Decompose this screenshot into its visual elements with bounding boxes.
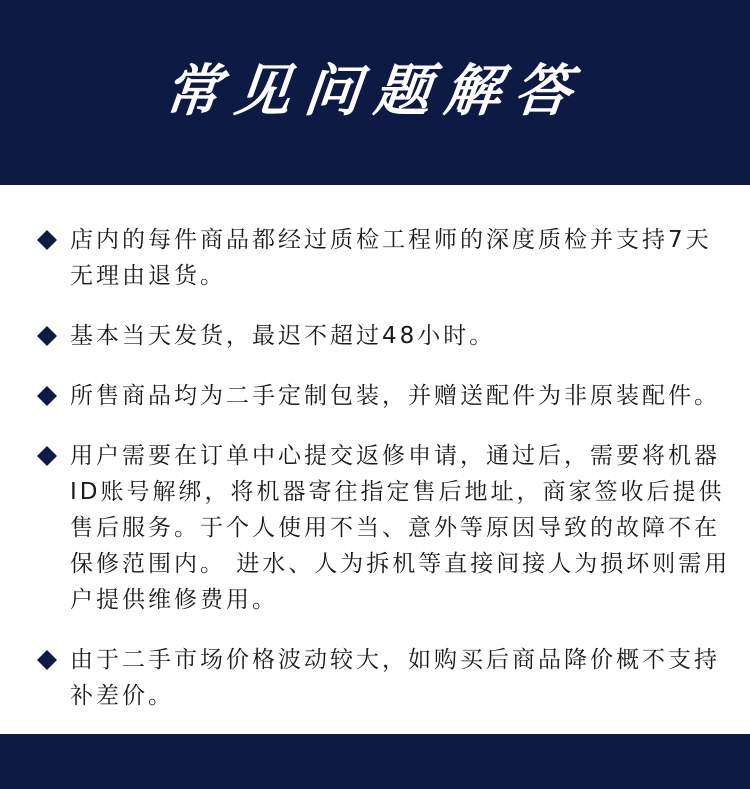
diamond-bullet-icon (36, 222, 70, 258)
header-banner (0, 0, 750, 185)
faq-item (36, 318, 736, 354)
diamond-bullet-icon (36, 318, 70, 354)
faq-item-text: 用户需要在订单中心提交返修申请，通过后，需要将机器ID账号解绑，将机器寄往指定售后地址，商家签收后提供售后服务。于个人使用不当、意外等原因导致的故障不在保修范围内。 进水、人为拆机等直接间接人为损坏则需用户提供维修费用。 (70, 443, 731, 613)
footer-banner (0, 734, 750, 789)
diamond-bullet-icon (36, 642, 70, 678)
faq-item (36, 222, 736, 294)
faq-item (36, 378, 736, 414)
faq-item-text: 由于二手市场价格波动较大，如购买后商品降价概不支持补差价。 (70, 647, 720, 709)
diamond-bullet-icon (36, 438, 70, 474)
faq-list (36, 222, 736, 714)
faq-item-text: 店内的每件商品都经过质检工程师的深度质检并支持7天无理由退货。 (70, 227, 712, 289)
diamond-bullet-icon (36, 378, 70, 414)
faq-item (36, 438, 736, 618)
faq-item-text: 基本当天发货，最迟不超过48小时。 (70, 323, 496, 349)
faq-item (36, 642, 736, 714)
faq-item-text: 所售商品均为二手定制包装，并赠送配件为非原装配件。 (70, 383, 720, 409)
page-title: 常见问题解答 (161, 58, 588, 124)
